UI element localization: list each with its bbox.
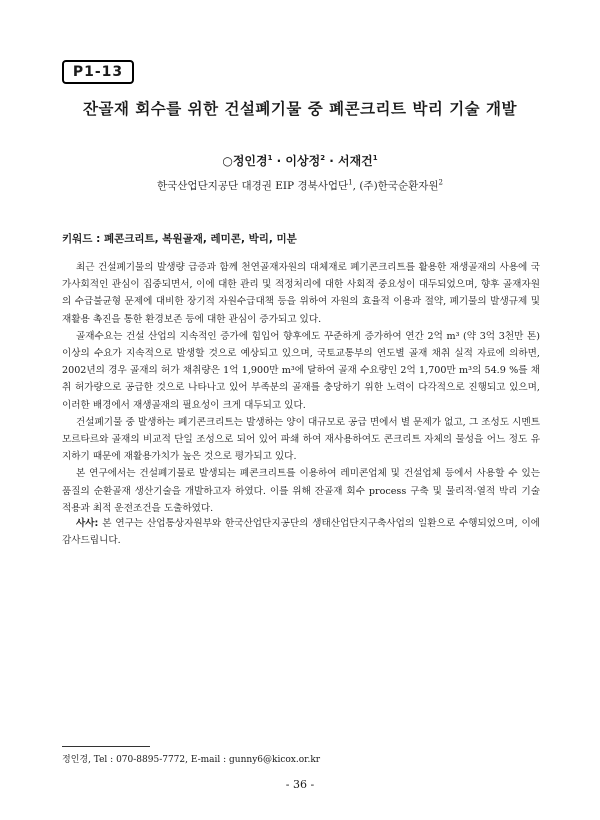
author-separator: · xyxy=(325,154,338,168)
footnote: 정인경, Tel : 070-8895-7772, E-mail : gunny6@kicox.or.kr xyxy=(62,755,321,765)
acknowledgement-text: 본 연구는 산업통상자원부와 한국산업단지공단의 생태산업단지구축사업의 일환으로 수행되었으며, 이에 감사드립니다. xyxy=(62,518,540,547)
acknowledgement-label: 사사: xyxy=(76,518,99,529)
presenter-mark: ○ xyxy=(222,154,233,168)
author-2-affil: 2 xyxy=(320,154,326,162)
affiliation-2: , (주)한국순환자원 xyxy=(352,180,439,192)
paragraph: 본 연구에서는 건설폐기물로 발생되는 폐콘크리트를 이용하여 레미콘업체 및 건설업체 등에서 사용할 수 있는 품질의 순환골재 생산기술을 개발하고자 하였다. 이를 위해 잔골재 회수 process 구축 및 물리적·열적 박리 기술 적용과 최적 운전조건을 도출하였다. xyxy=(62,468,540,514)
paragraph: 골재수요는 건설 산업의 지속적인 증가에 힘입어 향후에도 꾸준하게 증가하여 연간 2억 m³ (약 3억 3천만 톤) 이상의 수요가 지속적으로 발생할 것으로 예상되고 있으며, 국토교통부의 연도별 골재 채취 실적 자료에 의하면, 2002년의 경우 골재의 허가 채취량은 1억 1,900만 m³에 달하여 골재 수요량인 2억 1,700만 m³의 54.9 %를 채취 허가량으로 공급한 것으로 나타나고 있어 부족분의 골재를 충당하기 위한 노력이 다각적으로 진행되고 있으며, 이러한 배경에서 재생골재의 필요성이 크게 대두되고 있다. xyxy=(62,330,540,411)
footnote-rule xyxy=(62,746,150,747)
keywords: 키워드 : 폐콘크리트, 복원골재, 레미콘, 박리, 미분 xyxy=(62,233,297,245)
author-3: 서재건 xyxy=(337,154,373,168)
author-3-affil: 1 xyxy=(372,154,378,162)
author-list xyxy=(0,152,600,169)
author-2: 이상정 xyxy=(285,154,321,168)
paragraph: 최근 건설폐기물의 발생량 급증과 함께 천연골재자원의 대체재로 폐기콘크리트를 활용한 재생골재의 사용에 국가사회적인 관심이 집중되면서, 이에 대한 관리 및 적정처리에 대한 사회적 중요성이 대두되었으며, 향후 골재자원의 수급불균형 문제에 대비한 장기적 자원수급대책 등을 위하여 자원의 효율적 이용과 절약, 폐기물의 발생규제 및 재활용 촉진을 통한 환경보존 등에 대한 관심이 증가되고 있다. xyxy=(62,262,540,325)
page-number: - 36 - xyxy=(285,778,315,791)
affiliation-1-mark: 1 xyxy=(348,178,353,187)
author-1-affil: 1 xyxy=(267,154,273,162)
affiliation-1: 한국산업단지공단 대경권 EIP 경북사업단 xyxy=(157,180,349,192)
affiliation-2-mark: 2 xyxy=(438,178,443,187)
author-separator: · xyxy=(272,154,286,168)
acknowledgement xyxy=(62,515,540,549)
abstract-body xyxy=(62,259,540,517)
paragraph: 건설폐기물 중 발생하는 폐기콘크리트는 발생하는 양이 대규모로 공급 면에서 별 문제가 없고, 그 조성도 시멘트 모르타르와 골재의 비교적 단일 조성으로 되어 있어 파쇄 하여 재사용하여도 콘크리트 자체의 물성을 어느 정도 유지하기 때문에 재활용가치가 높은 것으로 평가되고 있다. xyxy=(62,416,540,463)
author-1: 정인경 xyxy=(232,154,268,168)
paper-title: 잔골재 회수를 위한 건설폐기물 중 폐콘크리트 박리 기술 개발 xyxy=(83,100,517,118)
affiliations xyxy=(0,178,600,193)
poster-id-badge: P1-13 xyxy=(62,60,134,84)
